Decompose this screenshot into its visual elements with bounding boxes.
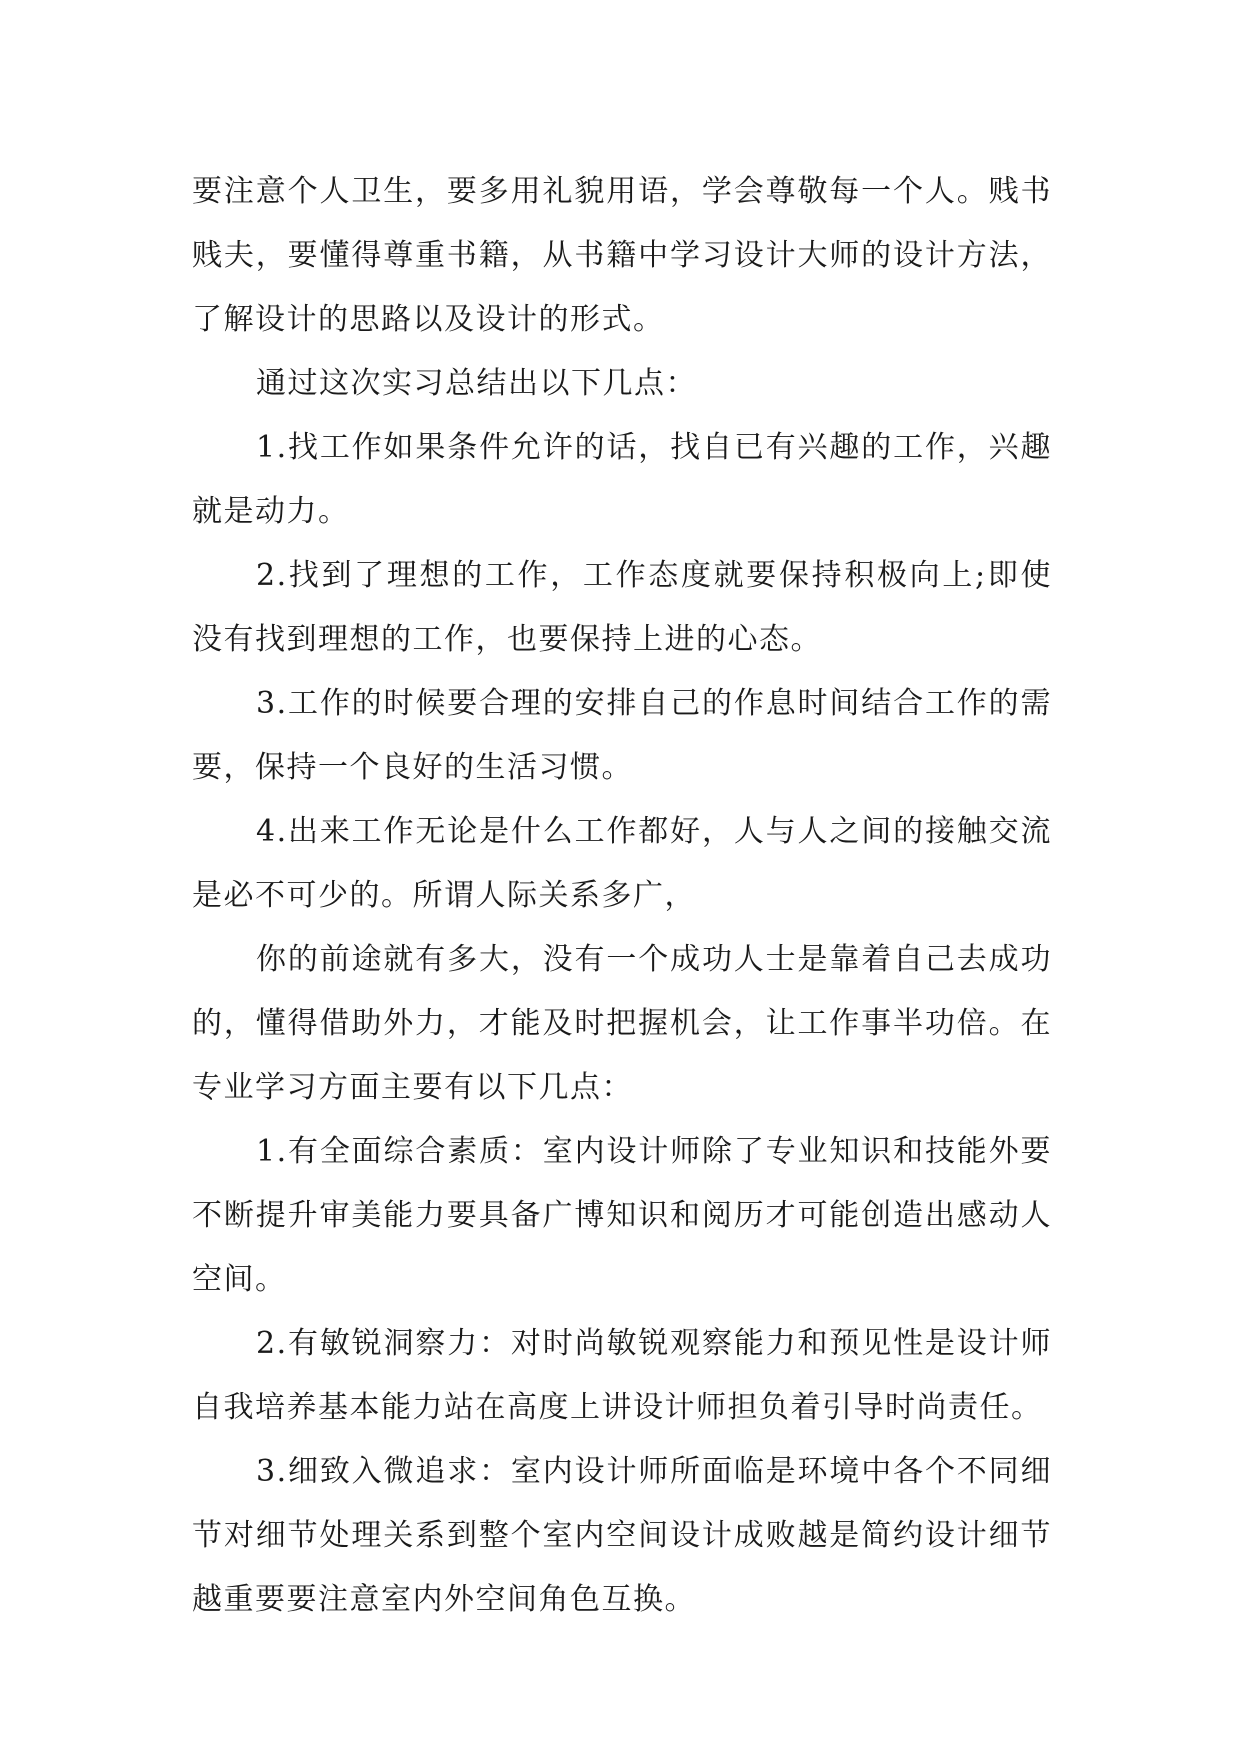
paragraph-7: 你的前途就有多大，没有一个成功人士是靠着自己去成功的，懂得借助外力，才能及时把握机会，让工作事半功倍。在专业学习方面主要有以下几点： bbox=[192, 942, 1052, 1105]
paragraph-2: 通过这次实习总结出以下几点： bbox=[256, 366, 697, 401]
paragraph-6: 4.出来工作无论是什么工作都好，人与人之间的接触交流是必不可少的。所谓人际关系多广， bbox=[192, 814, 1052, 913]
paragraph-10: 3.细致入微追求：室内设计师所面临是环境中各个不同细节对细节处理关系到整个室内空间设计成败越是简约设计细节越重要要注意室内外空间角色互换。 bbox=[192, 1454, 1052, 1617]
document-page bbox=[192, 160, 1052, 1632]
paragraph-8: 1.有全面综合素质：室内设计师除了专业知识和技能外要不断提升审美能力要具备广博知识和阅历才可能创造出感动人空间。 bbox=[192, 1134, 1052, 1297]
paragraph-4: 2.找到了理想的工作，工作态度就要保持积极向上;即使没有找到理想的工作，也要保持上进的心态。 bbox=[192, 558, 1052, 657]
paragraph-1: 要注意个人卫生，要多用礼貌用语，学会尊敬每一个人。贱书贱夫，要懂得尊重书籍，从书籍中学习设计大师的设计方法，了解设计的思路以及设计的形式。 bbox=[192, 174, 1052, 337]
paragraph-5: 3.工作的时候要合理的安排自己的作息时间结合工作的需要，保持一个良好的生活习惯。 bbox=[192, 686, 1052, 785]
paragraph-9: 2.有敏锐洞察力：对时尚敏锐观察能力和预见性是设计师自我培养基本能力站在高度上讲设计师担负着引导时尚责任。 bbox=[192, 1326, 1052, 1425]
paragraph-3: 1.找工作如果条件允许的话，找自已有兴趣的工作，兴趣就是动力。 bbox=[192, 430, 1052, 529]
